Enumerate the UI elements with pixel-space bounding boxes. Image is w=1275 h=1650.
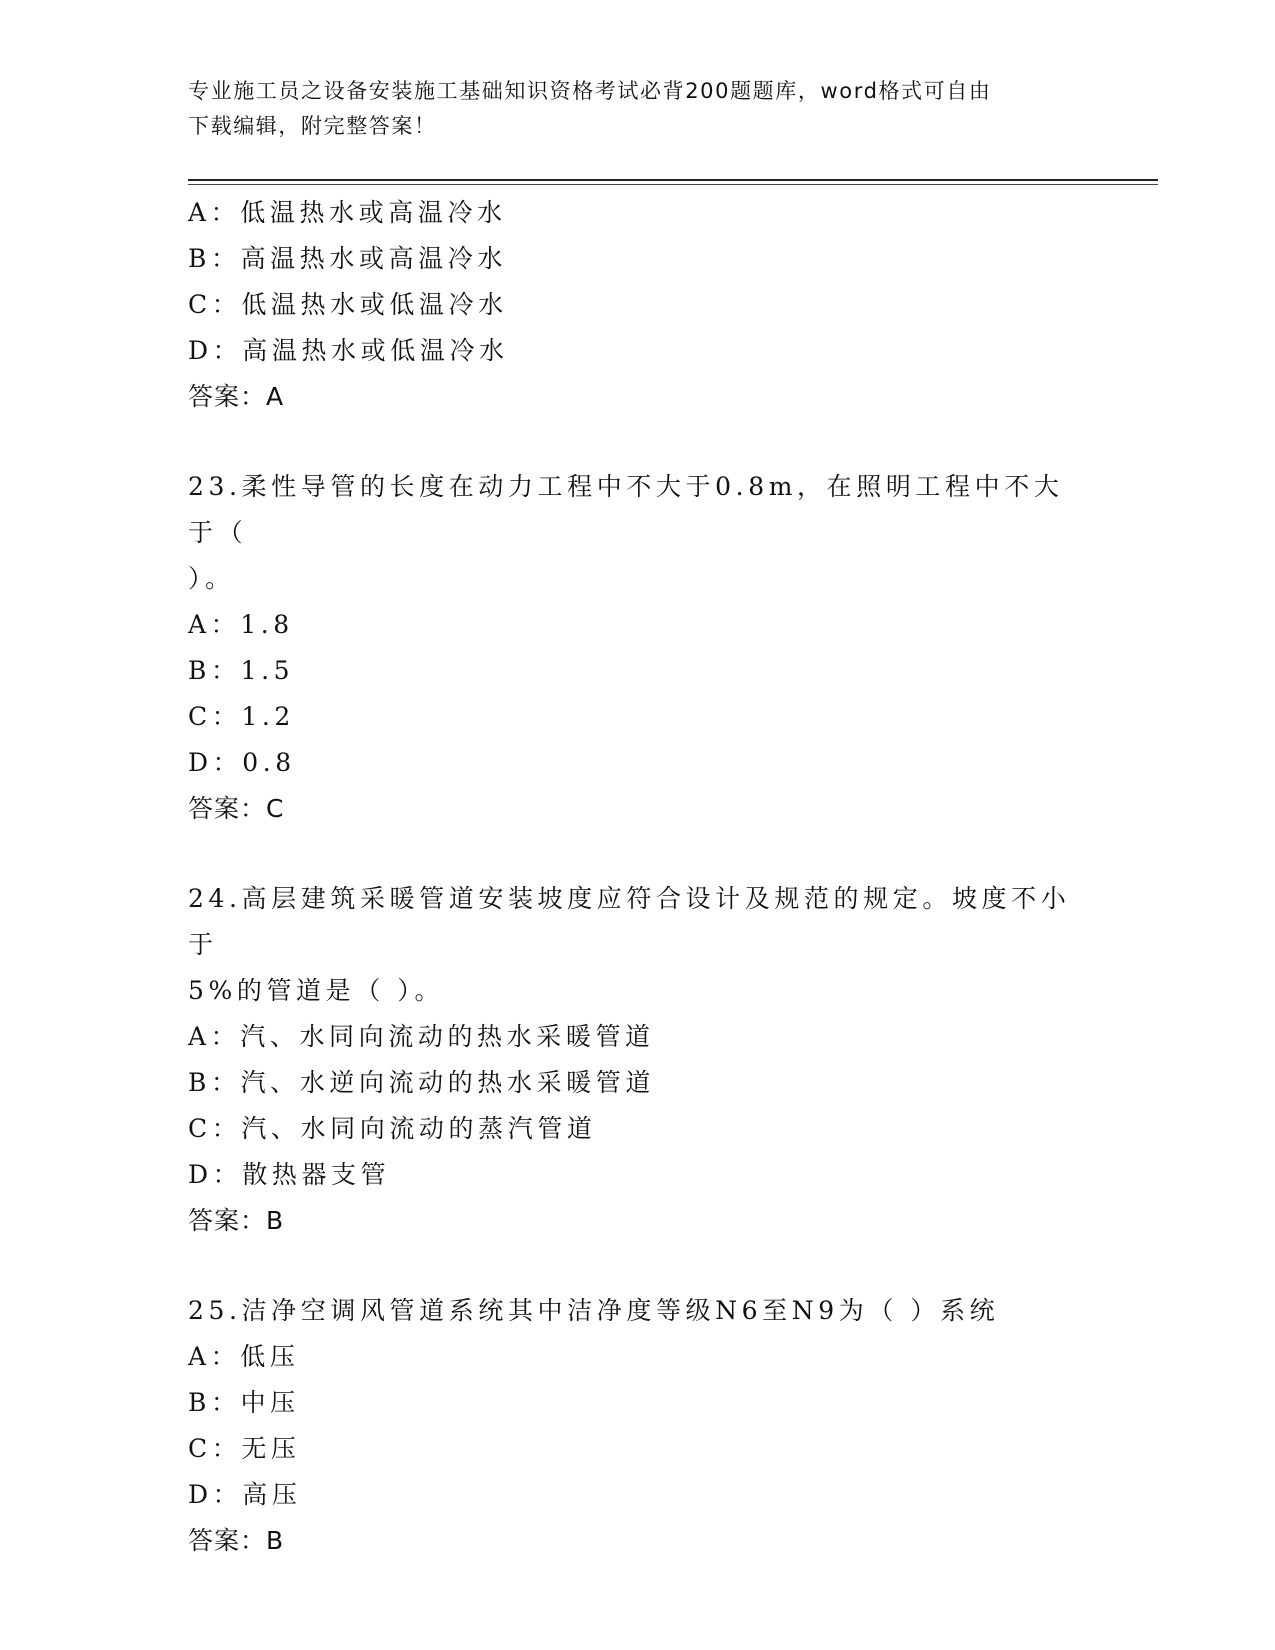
answer-text: 答案：B — [188, 1526, 285, 1555]
header-line-1: 专业施工员之设备安装施工基础知识资格考试必背200题题库，word格式可自由 — [188, 79, 992, 103]
answer-text: 答案：A — [188, 382, 285, 411]
spacer — [188, 420, 1118, 464]
question-text-line-2: ）。 — [188, 564, 235, 593]
document-header — [188, 74, 1088, 144]
option-a: A：低温热水或高温冷水 — [188, 198, 507, 227]
question-text-line-1: 24.高层建筑采暖管道安装坡度应符合设计及规范的规定。坡度不小于 — [188, 884, 1071, 959]
spacer — [188, 1244, 1118, 1288]
option-b: B：高温热水或高温冷水 — [188, 244, 507, 273]
question-25 — [188, 1288, 1118, 1564]
option-d: D：高压 — [188, 1480, 302, 1509]
option-a: A：低压 — [188, 1342, 300, 1371]
question-text-line-1: 25.洁净空调风管道系统其中洁净度等级N6至N9为（ ）系统 — [188, 1296, 1000, 1325]
option-a: A：1.8 — [188, 610, 294, 639]
question-22 — [188, 190, 1118, 420]
option-a: A：汽、水同向流动的热水采暖管道 — [188, 1022, 655, 1051]
header-rule-thin — [188, 184, 1158, 185]
question-text-line-1: 23.柔性导管的长度在动力工程中不大于0.8m，在照明工程中不大于（ — [188, 472, 1064, 547]
question-23 — [188, 464, 1118, 832]
option-b: B：中压 — [188, 1388, 300, 1417]
question-24 — [188, 876, 1118, 1244]
option-c: C：低温热水或低温冷水 — [188, 290, 508, 319]
option-c: C：1.2 — [188, 702, 295, 731]
spacer — [188, 832, 1118, 876]
option-b: B：汽、水逆向流动的热水采暖管道 — [188, 1068, 655, 1097]
question-list — [188, 190, 1118, 1564]
answer-text: 答案：B — [188, 1206, 285, 1235]
option-b: B：1.5 — [188, 656, 295, 685]
option-d: D：0.8 — [188, 748, 296, 777]
option-c: C：无压 — [188, 1434, 301, 1463]
option-d: D：散热器支管 — [188, 1160, 391, 1189]
header-line-2: 下载编辑，附完整答案！ — [188, 114, 437, 138]
option-c: C：汽、水同向流动的蒸汽管道 — [188, 1114, 597, 1143]
answer-text: 答案：C — [188, 794, 285, 823]
header-rule-thick — [188, 179, 1158, 181]
question-text-line-2: 5%的管道是（ ）。 — [188, 976, 445, 1005]
option-d: D：高温热水或低温冷水 — [188, 336, 509, 365]
